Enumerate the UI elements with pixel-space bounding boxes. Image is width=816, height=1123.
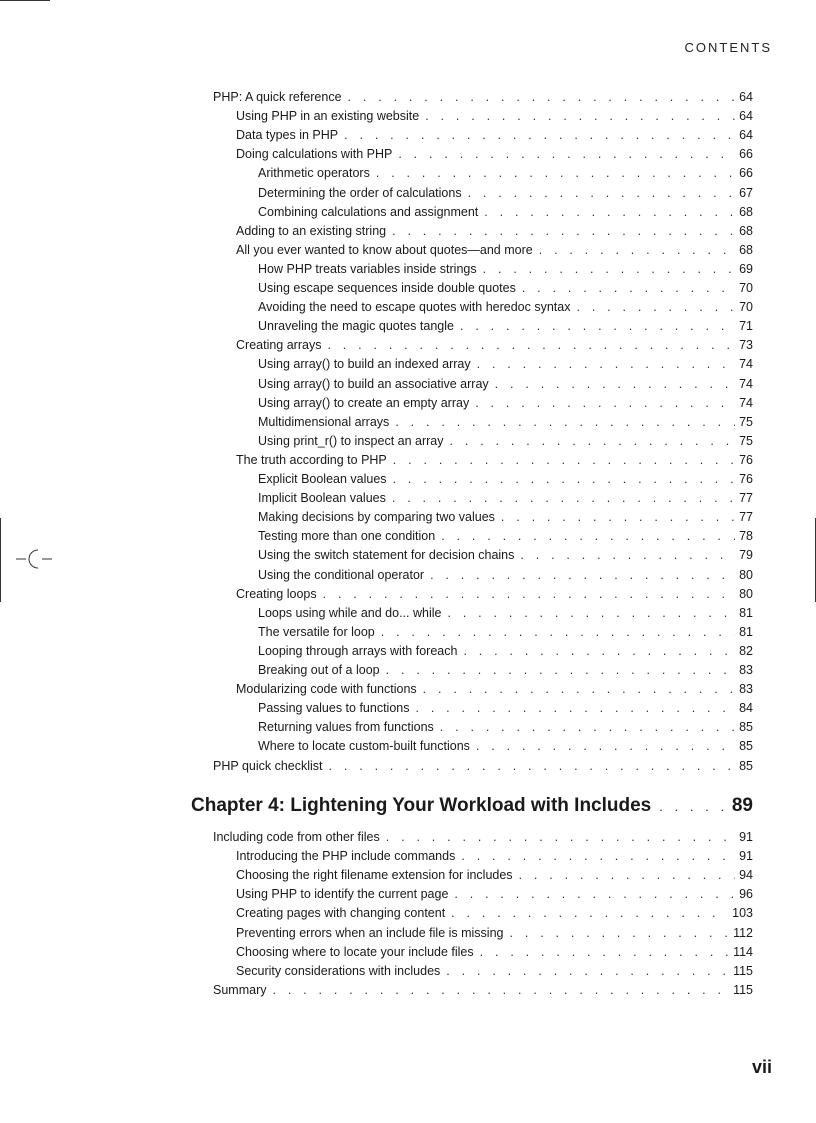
dot-leader xyxy=(460,319,735,333)
toc-entry-title: Choosing where to locate your include files xyxy=(236,945,480,959)
dot-leader xyxy=(440,720,735,734)
toc-entry-page-number: 70 xyxy=(735,300,753,314)
crop-mark-top xyxy=(0,0,50,1)
toc-entry-title: Modularizing code with functions xyxy=(236,682,423,696)
toc-entry[interactable] xyxy=(236,849,753,868)
toc-entry[interactable] xyxy=(258,281,753,300)
toc-entry-page-number: 78 xyxy=(735,529,753,543)
toc-entry[interactable] xyxy=(236,964,753,983)
running-head: CONTENTS xyxy=(684,40,772,55)
toc-entry-page-number: 91 xyxy=(735,849,753,863)
toc-entry-page-number: 81 xyxy=(735,625,753,639)
dot-leader xyxy=(348,90,736,104)
toc-entry-title: Creating pages with changing content xyxy=(236,906,451,920)
toc-entry-title: Unraveling the magic quotes tangle xyxy=(258,319,460,333)
toc-entry-title: Doing calculations with PHP xyxy=(236,147,398,161)
toc-entry-title: Preventing errors when an include file is missing xyxy=(236,926,510,940)
toc-entry[interactable] xyxy=(213,830,753,849)
toc-entry[interactable] xyxy=(236,587,753,606)
toc-entry-page-number: 83 xyxy=(735,663,753,677)
toc-entry[interactable] xyxy=(236,109,753,128)
toc-entry[interactable] xyxy=(213,90,753,109)
toc-entry-page-number: 84 xyxy=(735,701,753,715)
toc-entry[interactable] xyxy=(258,663,753,682)
toc-entry[interactable] xyxy=(258,568,753,587)
toc-entry[interactable] xyxy=(236,887,753,906)
dot-leader xyxy=(415,701,735,715)
dot-leader xyxy=(446,964,729,978)
toc-entry-title: Using array() to create an empty array xyxy=(258,396,475,410)
chapter-title: Chapter 4: Lightening Your Workload with Includes xyxy=(191,795,652,816)
toc-entry-title: Using PHP to identify the current page xyxy=(236,887,454,901)
toc-entry-title: Testing more than one condition xyxy=(258,529,441,543)
toc-entry-title: Breaking out of a loop xyxy=(258,663,386,677)
toc-entry-page-number: 64 xyxy=(735,128,753,142)
toc-entry-title: Including code from other files xyxy=(213,830,386,844)
dot-leader xyxy=(395,415,735,429)
dot-leader xyxy=(393,453,735,467)
dot-leader xyxy=(522,281,735,295)
toc-entry-title: Choosing the right filename extension for includes xyxy=(236,868,519,882)
toc-entry-title: Using the switch statement for decision chains xyxy=(258,548,520,562)
dot-leader xyxy=(477,357,735,371)
dot-leader xyxy=(475,396,735,410)
registration-mark-icon xyxy=(16,547,56,571)
toc-entry-page-number: 74 xyxy=(735,377,753,391)
toc-entry-title: How PHP treats variables inside strings xyxy=(258,262,483,276)
toc-entry-page-number: 66 xyxy=(735,166,753,180)
toc-entry-title: Summary xyxy=(213,983,272,997)
dot-leader xyxy=(454,887,735,901)
toc-entry-title: Using array() to build an associative array xyxy=(258,377,495,391)
toc-entry-page-number: 76 xyxy=(735,453,753,467)
toc-entry-page-number: 74 xyxy=(735,357,753,371)
dot-leader xyxy=(272,983,729,997)
dot-leader xyxy=(423,682,735,696)
toc-entry[interactable] xyxy=(258,529,753,548)
dot-leader xyxy=(386,663,735,677)
toc-entry-page-number: 115 xyxy=(729,964,753,978)
dot-leader xyxy=(392,491,735,505)
toc-entry-page-number: 76 xyxy=(735,472,753,486)
toc-entry[interactable] xyxy=(258,396,753,415)
toc-entry[interactable] xyxy=(258,434,753,453)
toc-entry-title: Making decisions by comparing two values xyxy=(258,510,501,524)
toc-entry-page-number: 94 xyxy=(735,868,753,882)
page-folio: vii xyxy=(751,1057,772,1077)
toc-entry-page-number: 73 xyxy=(735,338,753,352)
toc-entry[interactable] xyxy=(258,166,753,185)
toc-entry[interactable] xyxy=(258,319,753,338)
toc-entry-page-number: 91 xyxy=(735,830,753,844)
dot-leader xyxy=(484,205,735,219)
dot-leader xyxy=(393,472,736,486)
toc-entry-page-number: 80 xyxy=(735,587,753,601)
toc-entry-title: Using PHP in an existing website xyxy=(236,109,425,123)
toc-entry-title: Using array() to build an indexed array xyxy=(258,357,477,371)
toc-entry-page-number: 71 xyxy=(735,319,753,333)
dot-leader xyxy=(376,166,735,180)
dot-leader xyxy=(659,800,728,814)
toc-entry-page-number: 96 xyxy=(735,887,753,901)
edge-mark-left xyxy=(0,518,1,602)
toc-entry-title: Where to locate custom-built functions xyxy=(258,739,476,753)
dot-leader xyxy=(381,625,735,639)
toc-entry-page-number: 114 xyxy=(729,945,753,959)
dot-leader xyxy=(495,377,735,391)
toc-entry[interactable] xyxy=(258,720,753,739)
toc-entry[interactable] xyxy=(213,983,753,1002)
dot-leader xyxy=(323,587,735,601)
dot-leader xyxy=(425,109,735,123)
toc-entry-title: Arithmetic operators xyxy=(258,166,376,180)
toc-entry-title: Avoiding the need to escape quotes with heredoc syntax xyxy=(258,300,576,314)
toc-entry-title: Using the conditional operator xyxy=(258,568,430,582)
toc-entry[interactable] xyxy=(236,926,753,945)
toc-entry-title: All you ever wanted to know about quotes—and more xyxy=(236,243,539,257)
toc-entry-page-number: 74 xyxy=(735,396,753,410)
toc-entry[interactable] xyxy=(258,491,753,510)
toc-entry-page-number: 77 xyxy=(735,510,753,524)
toc-entry-page-number: 68 xyxy=(735,243,753,257)
dot-leader xyxy=(447,606,735,620)
toc-entry[interactable] xyxy=(236,868,753,887)
toc-entry[interactable] xyxy=(213,759,753,778)
dot-leader xyxy=(344,128,735,142)
toc-entry[interactable] xyxy=(258,701,753,720)
toc-entry-title: PHP quick checklist xyxy=(213,759,329,773)
toc-entry-page-number: 85 xyxy=(735,720,753,734)
toc-entry-title: Creating arrays xyxy=(236,338,327,352)
toc-entry[interactable] xyxy=(258,644,753,663)
toc-entry-page-number: 66 xyxy=(735,147,753,161)
toc-entry[interactable] xyxy=(258,377,753,396)
toc-entry[interactable] xyxy=(258,606,753,625)
dot-leader xyxy=(480,945,729,959)
toc-entry-title: Returning values from functions xyxy=(258,720,440,734)
toc-entry[interactable] xyxy=(236,128,753,147)
toc-entry[interactable] xyxy=(258,186,753,205)
toc-entry-page-number: 75 xyxy=(735,434,753,448)
dot-leader xyxy=(461,849,735,863)
toc-entry-page-number: 85 xyxy=(735,759,753,773)
toc-entry-title: Multidimensional arrays xyxy=(258,415,395,429)
toc-entry[interactable] xyxy=(258,548,753,567)
toc-entry-page-number: 115 xyxy=(729,983,753,997)
toc-entry-title: The versatile for loop xyxy=(258,625,381,639)
dot-leader xyxy=(392,224,735,238)
toc-entry-page-number: 82 xyxy=(735,644,753,658)
toc-entry-page-number: 81 xyxy=(735,606,753,620)
toc-entry-title: Combining calculations and assignment xyxy=(258,205,484,219)
dot-leader xyxy=(451,906,728,920)
dot-leader xyxy=(441,529,735,543)
toc-entry[interactable] xyxy=(258,300,753,319)
toc-entry-page-number: 80 xyxy=(735,568,753,582)
dot-leader xyxy=(398,147,735,161)
toc-entry[interactable] xyxy=(236,338,753,357)
toc-entry-page-number: 75 xyxy=(735,415,753,429)
toc-entry-title: Implicit Boolean values xyxy=(258,491,392,505)
toc-entry-title: Using print_r() to inspect an array xyxy=(258,434,450,448)
toc-entry[interactable] xyxy=(258,357,753,376)
dot-leader xyxy=(450,434,736,448)
dot-leader xyxy=(483,262,735,276)
toc-entry-page-number: 64 xyxy=(735,109,753,123)
dot-leader xyxy=(576,300,735,314)
toc-entry[interactable] xyxy=(258,415,753,434)
dot-leader xyxy=(327,338,735,352)
toc-entry-page-number: 70 xyxy=(735,281,753,295)
toc-entry-title: The truth according to PHP xyxy=(236,453,393,467)
toc-entry-title: Passing values to functions xyxy=(258,701,415,715)
dot-leader xyxy=(386,830,735,844)
toc-entry[interactable] xyxy=(236,243,753,262)
toc-entry-title: Adding to an existing string xyxy=(236,224,392,238)
toc-entry-page-number: 67 xyxy=(735,186,753,200)
toc-entry-page-number: 103 xyxy=(728,906,753,920)
toc-entry[interactable] xyxy=(258,472,753,491)
toc-entry[interactable] xyxy=(236,453,753,472)
dot-leader xyxy=(463,644,735,658)
dot-leader xyxy=(501,510,735,524)
toc-entry[interactable] xyxy=(258,625,753,644)
toc-entry[interactable] xyxy=(236,147,753,166)
toc-entry-title: Determining the order of calculations xyxy=(258,186,468,200)
toc-entry-title: Security considerations with includes xyxy=(236,964,446,978)
toc-entry[interactable] xyxy=(236,224,753,243)
toc-entry-title: Creating loops xyxy=(236,587,323,601)
toc-entry-page-number: 79 xyxy=(735,548,753,562)
toc-entry-page-number: 68 xyxy=(735,205,753,219)
toc-entry-page-number: 77 xyxy=(735,491,753,505)
toc-entry-page-number: 69 xyxy=(735,262,753,276)
toc-entry[interactable] xyxy=(236,682,753,701)
toc-entry-title: Explicit Boolean values xyxy=(258,472,393,486)
dot-leader xyxy=(510,926,730,940)
chapter-heading[interactable] xyxy=(191,795,753,817)
toc-entry-title: Looping through arrays with foreach xyxy=(258,644,463,658)
dot-leader xyxy=(430,568,735,582)
toc-entry[interactable] xyxy=(236,945,753,964)
dot-leader xyxy=(476,739,735,753)
toc-entry[interactable] xyxy=(236,906,753,925)
toc-entry-title: Loops using while and do... while xyxy=(258,606,447,620)
toc-entry-page-number: 64 xyxy=(735,90,753,104)
toc-entry-page-number: 112 xyxy=(729,926,753,940)
chapter-page-number: 89 xyxy=(731,795,753,816)
toc-entry-title: Using escape sequences inside double quotes xyxy=(258,281,522,295)
toc-entry[interactable] xyxy=(258,205,753,224)
dot-leader xyxy=(539,243,735,257)
toc-entry-title: PHP: A quick reference xyxy=(213,90,348,104)
toc-entry-page-number: 83 xyxy=(735,682,753,696)
toc-entry[interactable] xyxy=(258,739,753,758)
toc-entry-page-number: 85 xyxy=(735,739,753,753)
toc-entry[interactable] xyxy=(258,262,753,281)
toc-entry-title: Data types in PHP xyxy=(236,128,344,142)
dot-leader xyxy=(329,759,736,773)
toc-entry-page-number: 68 xyxy=(735,224,753,238)
dot-leader xyxy=(519,868,736,882)
toc-entry[interactable] xyxy=(258,510,753,529)
toc-entry-title: Introducing the PHP include commands xyxy=(236,849,461,863)
dot-leader xyxy=(520,548,735,562)
dot-leader xyxy=(468,186,736,200)
